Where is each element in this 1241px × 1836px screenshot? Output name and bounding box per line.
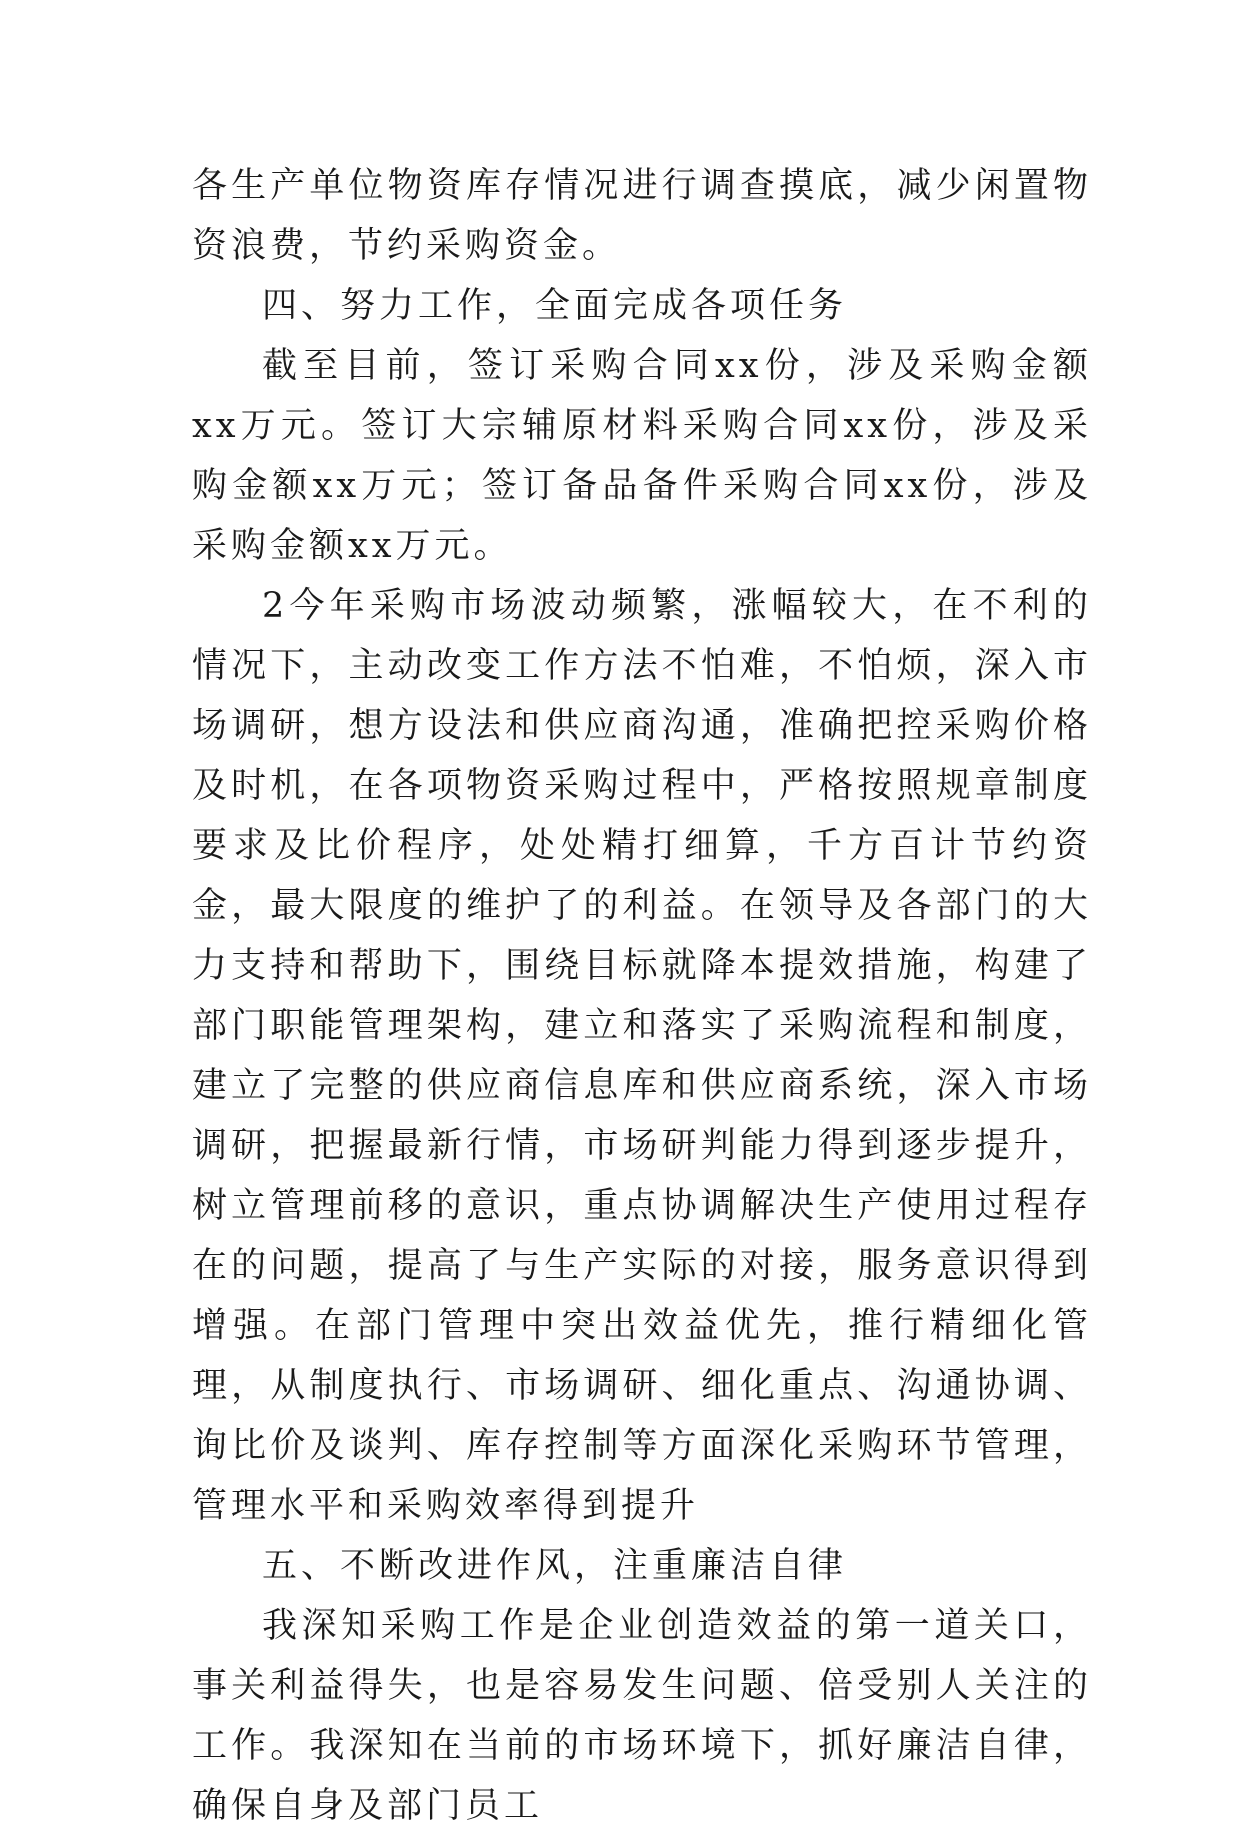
document-body bbox=[192, 156, 1092, 1836]
section-heading-four: 四、努力工作，全面完成各项任务 bbox=[262, 286, 848, 326]
paragraph-continuation: 各生产单位物资库存情况进行调查摸底，减少闲置物资浪费，节约采购资金。 bbox=[192, 166, 1092, 266]
paragraph-market-work: 2今年采购市场波动频繁，涨幅较大，在不利的情况下，主动改变工作方法不怕难，不怕烦，深入市场调研，想方设法和供应商沟通，准确把控采购价格及时机，在各项物资采购过程中，严格按照规章制度要求及比价程序，处处精打细算，千方百计节约资金，最大限度的维护了的利益。在领导及各部门的大力支持和帮助下，围绕目标就降本提效措施，构建了部门职能管理架构，建立和落实了采购流程和制度，建立了完整的供应商信息库和供应商系统，深入市场调研，把握最新行情，市场研判能力得到逐步提升，树立管理前移的意识，重点协调解决生产使用过程存在的问题，提高了与生产实际的对接，服务意识得到增强。在部门管理中突出效益优先，推行精细化管理，从制度执行、市场调研、细化重点、沟通协调、询比价及谈判、库存控制等方面深化采购环节管理，管理水平和采购效率得到提升 bbox=[192, 586, 1092, 1526]
paragraph-contracts: 截至目前，签订采购合同xx份，涉及采购金额xx万元。签订大宗辅原材料采购合同xx份，涉及采购金额xx万元；签订备品备件采购合同xx份，涉及采购金额xx万元。 bbox=[192, 346, 1092, 566]
paragraph-integrity: 我深知采购工作是企业创造效益的第一道关口，事关利益得失，也是容易发生问题、倍受别人关注的工作。我深知在当前的市场环境下，抓好廉洁自律，确保自身及部门员工 bbox=[192, 1606, 1092, 1826]
section-heading-five: 五、不断改进作风，注重廉洁自律 bbox=[262, 1546, 848, 1586]
